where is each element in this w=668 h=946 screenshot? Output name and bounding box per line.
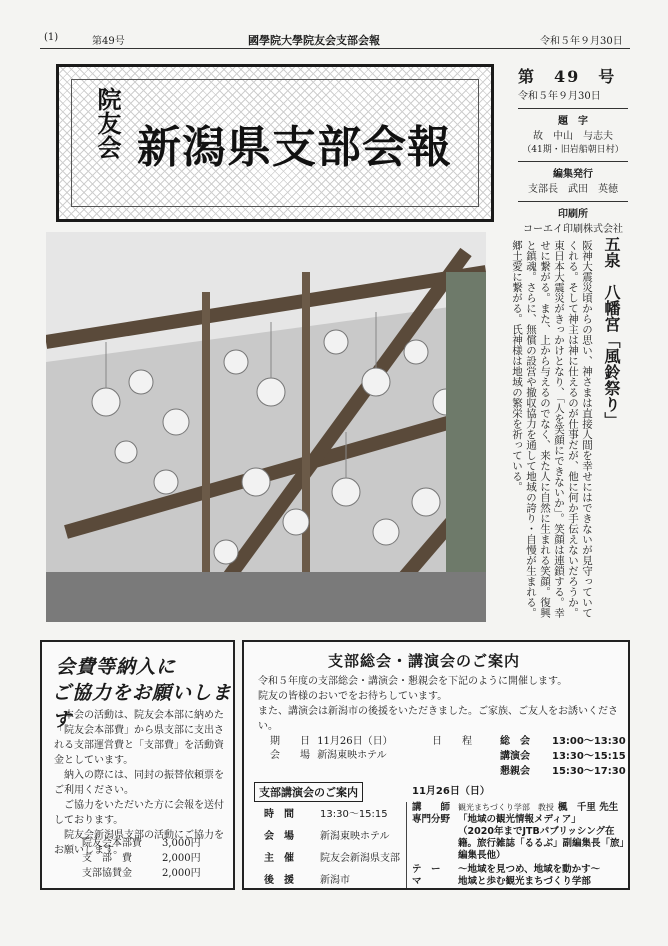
lecture-row-label: 主 催 [264,853,294,864]
meeting-box [242,640,630,890]
dues-para-2: 納入の際には、同封の振替依頼票をご利用ください。 [54,770,224,796]
meeting-intro-1: 令和５年度の支部総会・講演会・懇親会を下記のように開催します。 [258,676,568,687]
title-label: 題 字 [518,108,628,127]
page-number: (1) [44,32,59,43]
lecture-row-value: 新潟東映ホテル [320,831,390,842]
issue-date: 令和５年９月30日 [518,91,601,102]
lecture-row [264,826,404,848]
fee-amount: 2,000円 [162,853,201,864]
lecture-heading: 支部講演会のご案内 [254,782,363,802]
wind-chime-photo [46,232,486,622]
schedule-name: 講演会 [500,751,530,762]
header-rule [40,48,630,49]
header-date: 令和５年９月30日 [540,36,623,47]
article-title-text: 五泉 八幡宮「風鈴祭り」 [602,236,621,428]
lecture-row-label: 会 場 [264,831,294,842]
article-title [600,236,623,476]
meeting-intro-2: 院友の皆様のおいでをお待ちしています。 [258,691,448,702]
fee-amount: 2,000円 [162,868,201,879]
schedule-row [500,734,628,749]
lecture-row [264,848,404,870]
issue-number: 第 49 号 [518,67,617,86]
editor-label: 編集発行 [518,161,628,180]
date-value: 11月26日（日） [317,736,393,747]
theme-line-1: ～地域を見つめ、地域を動かす～ [458,864,601,875]
fee-row [82,836,222,851]
theme-line-2: 地域と歩む観光まちづくり学部 [458,876,591,887]
field-row [412,814,626,862]
theme-text [458,864,600,888]
lecturer-affiliation: 観光まちづくり学部 教授 [458,803,554,812]
schedule-row [500,764,628,779]
fee-amount: 3,000円 [162,838,201,849]
theme-row [412,864,626,888]
lecture-row-value: 13:30～15:15 [320,809,388,820]
calligrapher-note: （41期・旧岩船朝日村） [522,145,624,155]
field-label: 専門分野 [412,814,451,825]
schedule-time: 13:00～13:30 [552,736,626,747]
lecture-row [264,804,404,826]
dues-para-3: ご協力をいただいた方に会報を送付しております。 [54,800,224,826]
dues-heading-2: ご協力をお願いします [52,682,233,731]
schedule-time: 13:30～15:15 [552,751,626,762]
meeting-intro-3: また、講演会は新潟市の後援をいただきました。ご家族、ご友人をお誘いください。 [258,706,618,732]
newspaper-title: 國學院大學院友会支部会報 [248,34,380,47]
lecture-row [264,870,404,892]
venue-value: 新潟東映ホテル [317,750,387,761]
lecture-details [264,804,404,892]
fee-row [82,866,222,881]
dues-fee-list [82,836,222,881]
meeting-venue-row [270,748,387,763]
field-note: （2020年までJTBパブリッシング在籍。旅行雑誌「るるぶ」副編集長「旅」編集長他） [458,826,625,861]
theme-label: テ ー マ [412,864,451,887]
schedule-time: 15:30～17:30 [552,766,626,777]
masthead-title: 新潟県支部会報 [137,122,452,173]
issue-short: 第49号 [92,36,125,47]
lecturer-name: 楓 千里 先生 [557,802,619,813]
article-body: 阪神大震災頃からの思い、神さまは直接人間を幸せにはできないが見守っていてくれる。そして神主は神に仕えるのが仕事だが、他に何か手伝えないだろうか。東日本大震災がきっかけとなり、「人を笑顔にできないか」。笑顔は連鎖する。幸せに繋がる。また、上から与えるのでなく、来た人に自然に生まれる笑顔。復興と鎮魂。さらに、無償の設営や撤収協力を通して地域の誇り・自慢が生まれる。郷土愛に繋がる。氏神様は地域の繁栄を祈っている。 [511,240,593,618]
meeting-heading: 支部総会・講演会のご案内 [328,652,521,670]
printer-label: 印刷所 [518,201,628,220]
issue-info [518,64,628,235]
lecturer-label: 講 師 [412,802,451,813]
fee-label: 支部協賛金 [82,868,132,879]
masthead [56,64,494,222]
photo-illustration [46,232,486,622]
meeting-intro [258,674,624,734]
fee-label: 支 部 費 [82,853,132,864]
dues-para-4: 院友会新潟県支部の活動にご協力をお願いします。 [54,830,224,856]
dues-box [40,640,235,890]
fee-row [82,851,222,866]
schedule-row [500,749,628,764]
masthead-prefix: 院友会 [93,87,122,159]
schedule-name: 総 会 [500,736,530,747]
lecture-row-value: 院友会新潟県支部 [320,853,400,864]
fee-label: 院友会本部費 [82,838,142,849]
editor: 支部長 武田 英徳 [528,184,618,195]
venue-label: 会 場 [270,750,310,761]
printer: コーエイ印刷株式会社 [523,224,623,235]
schedule-list [500,734,628,779]
field-text [458,814,626,862]
lecture-row-label: 後 援 [264,875,294,886]
schedule-name: 懇親会 [500,766,530,777]
field-main: 「地域の観光情報メディア」 [458,814,581,825]
lecture-row-label: 時 間 [264,809,294,820]
schedule-label: 日 程 [432,736,472,747]
dues-heading-1: 会費等納入に [56,656,177,678]
date-label: 期 日 [270,736,310,747]
lecture-date: 11月26日（日） [412,786,490,797]
calligrapher: 故 中山 与志夫 [533,131,613,142]
meeting-date-row [270,734,393,749]
lecturer-block [412,802,626,888]
lecture-divider [406,802,407,888]
dues-para-1: 本会の活動は、院友会本部に納めた「院友会本部費」から県支部に支出される支部運営費と「支部費」を活動資金としています。 [54,710,224,766]
lecturer-row [412,802,626,814]
lecture-row-value: 新潟市 [320,875,350,886]
